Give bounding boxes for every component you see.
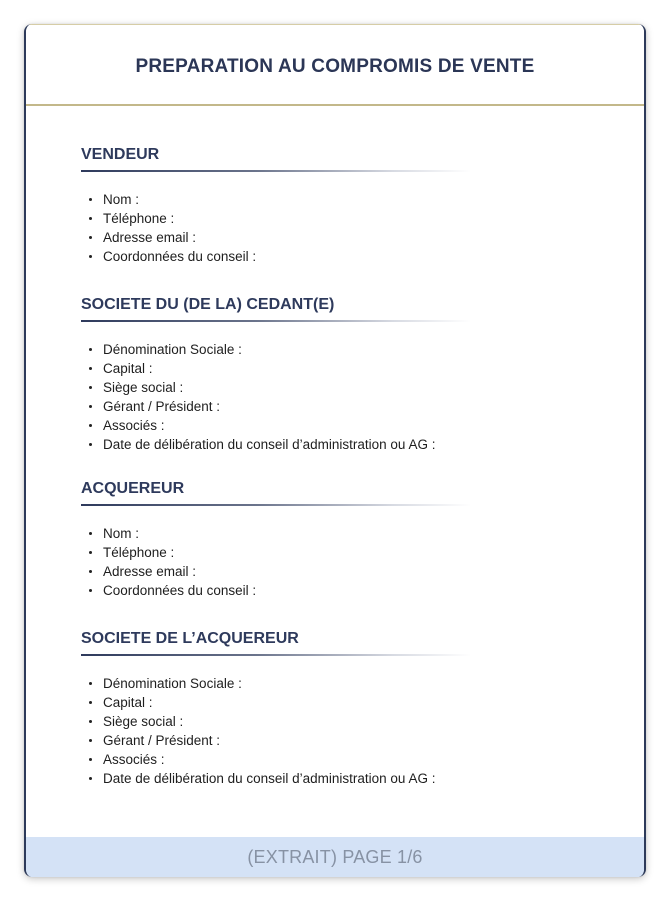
bullet-icon [89, 701, 92, 704]
field-item [81, 435, 601, 454]
field-item [81, 693, 601, 712]
section-divider [81, 170, 471, 172]
bullet-icon [89, 589, 92, 592]
section-spacer [81, 266, 601, 294]
document-page [24, 24, 646, 877]
field-item [81, 562, 601, 581]
field-label: Coordonnées du conseil : [103, 583, 257, 598]
field-item [81, 247, 601, 266]
field-label: Nom : [103, 192, 140, 207]
bullet-icon [89, 720, 92, 723]
bullet-icon [89, 386, 92, 389]
bullet-icon [89, 405, 92, 408]
bullet-icon [89, 739, 92, 742]
field-item [81, 750, 601, 769]
field-label: Dénomination Sociale : [103, 342, 242, 357]
section-societe-cedant [81, 294, 601, 454]
field-label: Gérant / Président : [103, 399, 221, 414]
bullet-icon [89, 570, 92, 573]
field-item [81, 228, 601, 247]
field-label: Date de délibération du conseil d’administration ou AG : [103, 771, 436, 786]
field-list [81, 340, 601, 454]
document-content [81, 144, 601, 788]
section-spacer [81, 600, 601, 628]
field-label: Téléphone : [103, 211, 175, 226]
bullet-icon [89, 424, 92, 427]
field-item [81, 769, 601, 788]
field-label: Gérant / Président : [103, 733, 221, 748]
section-acquereur [81, 478, 601, 600]
bullet-icon [89, 758, 92, 761]
bullet-icon [89, 367, 92, 370]
field-list [81, 524, 601, 600]
field-item [81, 581, 601, 600]
field-item [81, 340, 601, 359]
section-divider [81, 654, 471, 656]
field-item [81, 674, 601, 693]
field-label: Adresse email : [103, 564, 197, 579]
section-title: ACQUEREUR [81, 480, 185, 497]
field-label: Associés : [103, 752, 165, 767]
bullet-icon [89, 532, 92, 535]
field-label: Siège social : [103, 714, 184, 729]
field-item [81, 359, 601, 378]
field-item [81, 543, 601, 562]
section-societe-acquereur [81, 628, 601, 788]
field-list [81, 674, 601, 788]
bullet-icon [89, 777, 92, 780]
section-divider [81, 504, 471, 506]
bullet-icon [89, 682, 92, 685]
field-item [81, 378, 601, 397]
field-item [81, 397, 601, 416]
bullet-icon [89, 236, 92, 239]
field-item [81, 209, 601, 228]
bullet-icon [89, 551, 92, 554]
bullet-icon [89, 348, 92, 351]
field-label: Coordonnées du conseil : [103, 249, 257, 264]
section-divider [81, 320, 471, 322]
field-label: Siège social : [103, 380, 184, 395]
field-label: Téléphone : [103, 545, 175, 560]
field-item [81, 416, 601, 435]
bullet-icon [89, 198, 92, 201]
page-indicator: (EXTRAIT) PAGE 1/6 [247, 846, 423, 867]
field-label: Nom : [103, 526, 140, 541]
field-list [81, 190, 601, 266]
field-label: Date de délibération du conseil d’administration ou AG : [103, 437, 436, 452]
field-item [81, 190, 601, 209]
field-item [81, 712, 601, 731]
field-label: Capital : [103, 361, 153, 376]
bullet-icon [89, 217, 92, 220]
bullet-icon [89, 443, 92, 446]
document-header [26, 24, 644, 106]
field-label: Associés : [103, 418, 165, 433]
field-item [81, 524, 601, 543]
section-vendeur [81, 144, 601, 266]
field-item [81, 731, 601, 750]
bullet-icon [89, 255, 92, 258]
field-label: Capital : [103, 695, 153, 710]
field-label: Adresse email : [103, 230, 197, 245]
section-title: SOCIETE DU (DE LA) CEDANT(E) [81, 296, 335, 313]
section-spacer [81, 454, 601, 478]
section-title: VENDEUR [81, 146, 160, 163]
section-title: SOCIETE DE L’ACQUEREUR [81, 630, 299, 647]
document-title: PREPARATION AU COMPROMIS DE VENTE [135, 55, 535, 77]
page-footer [26, 837, 644, 877]
field-label: Dénomination Sociale : [103, 676, 242, 691]
